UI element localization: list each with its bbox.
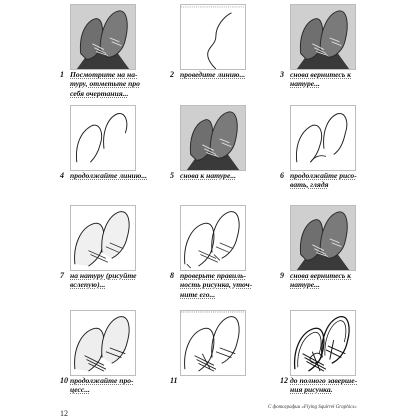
step-number: 3	[280, 70, 284, 79]
step-caption: продолжайте про- цесс...	[70, 376, 134, 395]
final-drawing	[290, 310, 356, 376]
step-caption: проверьте правиль- ность рисунка, уточ- ните его...	[180, 271, 253, 299]
step-number: 11	[170, 376, 178, 385]
contour-sketch	[290, 105, 356, 171]
shoes-photo	[70, 4, 136, 70]
step-caption: продолжайте рисо- вать, глядя	[290, 171, 357, 190]
page-number: 12	[60, 409, 68, 418]
contour-sketch	[180, 4, 246, 70]
step-caption: проведите линию...	[180, 70, 246, 79]
step-caption: снова вернитесь к натуре...	[290, 271, 351, 290]
step-number: 12	[280, 376, 288, 385]
contour-sketch	[180, 310, 246, 376]
contour-sketch	[70, 205, 136, 271]
shoes-photo	[290, 4, 356, 70]
step-caption: на натуру (рисуйте вслепую)...	[70, 271, 137, 290]
step-number: 1	[60, 70, 64, 79]
contour-sketch	[180, 205, 246, 271]
step-number: 6	[280, 171, 284, 180]
shoes-photo	[180, 105, 246, 171]
step-number: 8	[170, 271, 174, 280]
step-caption: снова вернитесь к натуре...	[290, 70, 351, 89]
step-caption: снова к натуре...	[180, 171, 237, 180]
contour-sketch	[70, 105, 136, 171]
step-number: 10	[60, 376, 68, 385]
shoes-photo	[290, 205, 356, 271]
step-number: 4	[60, 171, 64, 180]
step-caption: Посмотрите на на- туру, отметьте про себя очертания...	[70, 70, 140, 98]
step-number: 9	[280, 271, 284, 280]
contour-sketch	[70, 310, 136, 376]
step-number: 7	[60, 271, 64, 280]
step-caption: до полного заверше- ния рисунка.	[290, 376, 358, 395]
step-number: 5	[170, 171, 174, 180]
step-caption: продолжайте линию...	[70, 171, 148, 180]
step-number: 2	[170, 70, 174, 79]
photo-credit: С фотографии «Flying Squirrel Graphics»	[268, 405, 357, 410]
